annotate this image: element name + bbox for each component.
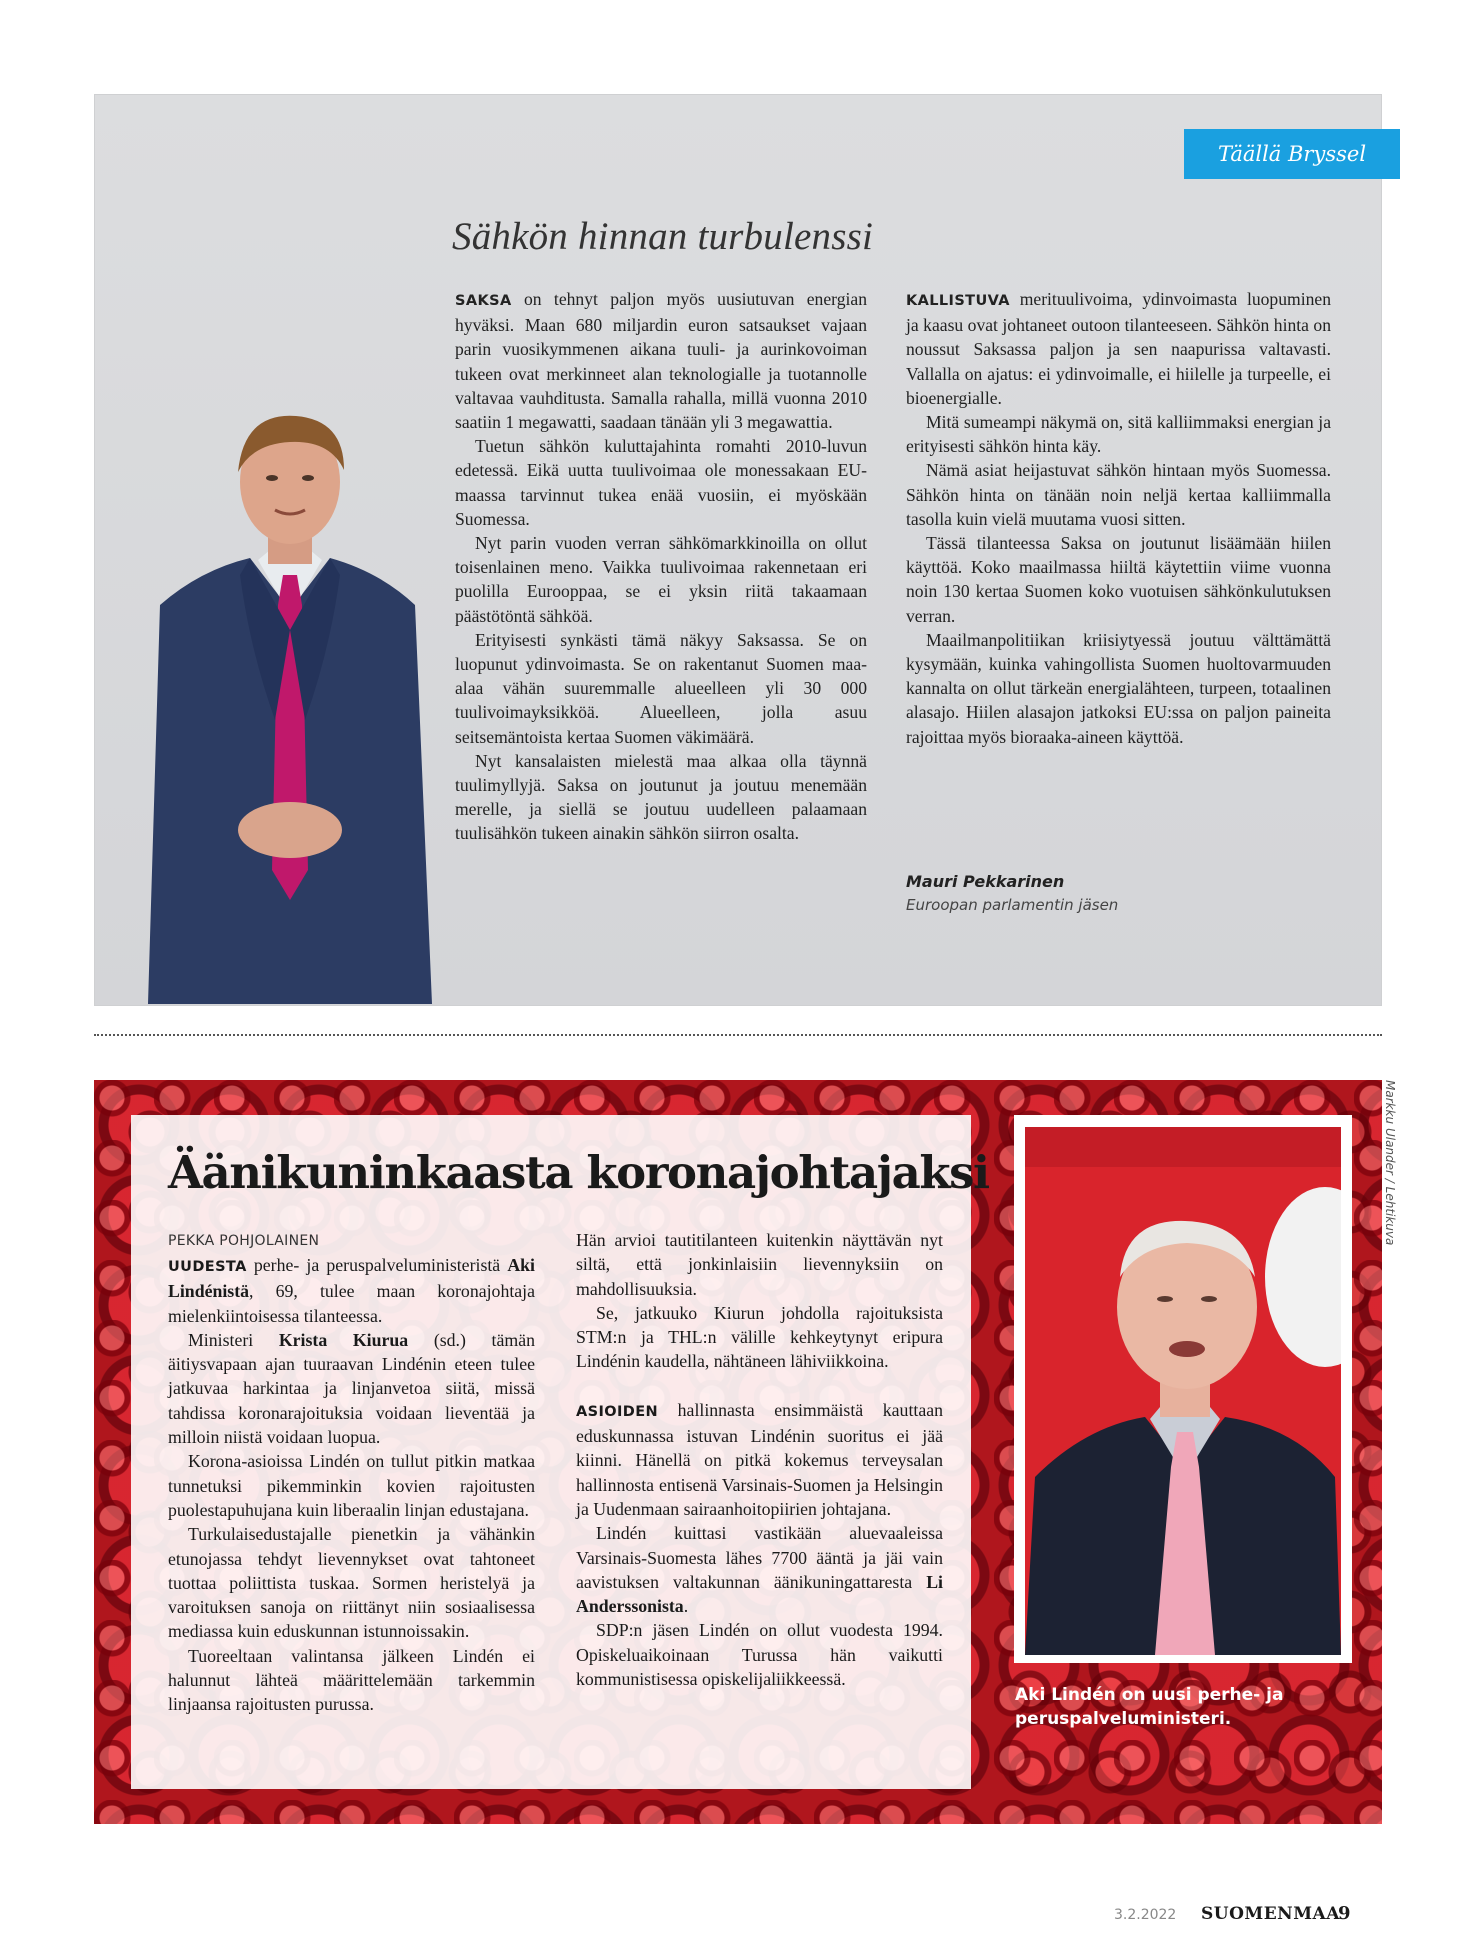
paragraph: Erityisesti synkästi tämä näkyy Saksassa. Se on luopunut ydinvoimasta. Se on rakentanut Suomen maa-alaa vähän suuremmalle alueelleen yli 30 000 tuulivoimayksikköä. Alueelleen, jolla asuu seitsemäntoista kertaa Suomen väkimäärä. bbox=[455, 629, 867, 747]
paragraph: Hän arvioi tautitilanteen kuitenkin näyttävän nyt siltä, että jonkinlaisiin lievennyksiin on mahdollisuuksia. bbox=[576, 1230, 943, 1299]
paragraph: Mitä sumeampi näkymä on, sitä kalliimmaksi energian ja erityisesti sähkön hinta käy. bbox=[906, 412, 1331, 457]
page-number: 9 bbox=[1338, 1903, 1351, 1924]
text-run: Ministeri bbox=[188, 1329, 279, 1350]
text-run: , 69, tulee maan koronajohtaja mielenkiintoisessa tilanteessa. bbox=[168, 1281, 535, 1326]
paragraph: Nyt parin vuoden verran sähkömarkkinoilla on ollut toisenlainen meno. Vaikka tuulivoimaa rakennetaan eri puolilla Eurooppaa, se ei yksin riitä takaamaan päästötöntä sähköä. bbox=[455, 533, 867, 626]
columnist-portrait bbox=[140, 400, 440, 1004]
publication-name: SUOMENMAA bbox=[1201, 1904, 1340, 1924]
section-divider bbox=[94, 1034, 1382, 1036]
paragraph: Korona-asioissa Lindén on tullut pitkin matkaa tunnetuksi pikemminkin kovien rajoitusten puolestapuhujana kuin liberaalin linjan edustajana. bbox=[168, 1451, 535, 1520]
paragraph: on tehnyt paljon myös uusiutuvan energian hyväksi. Maan 680 miljardin euron satsaukset vajaan parin vuosikymmenen aikana tuuli- ja aurinkovoiman tukeen ovat merkinneet alan teknologialle ja tuotannolle valtavaa vauhditusta. Samalla rahalla, millä vuonna 2010 saatiin 1 megawatti, saadaan tänään yli 3 megawattia. bbox=[455, 289, 867, 433]
paragraph: Tuoreeltaan valintansa jälkeen Lindén ei halunnut lähteä määrittelemään tarkemmin linjaansa rajoitusten purussa. bbox=[168, 1645, 535, 1715]
article-right-text bbox=[576, 1228, 943, 1691]
paragraph: Nämä asiat heijastuvat sähkön hintaan myös Suomessa. Sähkön hinta on tänään noin neljä kertaa kalliimmalla tasolla kuin vielä muutama vuosi sitten. bbox=[906, 460, 1331, 529]
person-name: Li Anderssonista bbox=[576, 1571, 943, 1617]
paragraph: Nyt kansalaisten mielestä maa alkaa olla täynnä tuulimyllyjä. Saksa on joutunut ja joutuu menemään merelle, ja siellä se joutuu uudelleen palaamaan tuulisähkön tukeen ainakin sähkön siirron osalta. bbox=[455, 750, 867, 844]
photo-credit: Markku Ulander / Lehtikuva bbox=[1383, 1080, 1397, 1246]
column-right-text bbox=[906, 287, 1331, 749]
author-role: Euroopan parlamentin jäsen bbox=[906, 896, 1119, 914]
lead-word: UUDESTA bbox=[168, 1259, 247, 1275]
column-left-text bbox=[455, 287, 867, 846]
issue-date: 3.2.2022 bbox=[1114, 1907, 1177, 1923]
paragraph: merituulivoima, ydinvoimasta luopuminen ja kaasu ovat johtaneet outoon tilanteeseen. Sähkön hinta on noussut Saksassa paljon ja sen naapurissa valtavasti. Vallalla on ajatus: ei ydinvoimalle, ei hiilelle ja turpeelle, ei bioenergialle. bbox=[906, 289, 1331, 408]
author-name: Mauri Pekkarinen bbox=[906, 872, 1065, 891]
paragraph: Tuetun sähkön kuluttajahinta romahti 2010-luvun edetessä. Eikä uutta tuulivoimaa ole monessakaan EU-maassa tarvinnut tukea enää vuosiin, ei myöskään Suomessa. bbox=[455, 436, 867, 529]
paragraph: SDP:n jäsen Lindén on ollut vuodesta 1994. Opiskeluaikoinaan Turussa hän vaikutti kommunistisessa opiskelijaliikkeessä. bbox=[576, 1620, 943, 1690]
text-run: Lindén kuittasi vastikään aluevaaleissa Varsinais-Suomesta lähes 7700 ääntä ja jäi vain aavistuksen valtakunnan äänikuningattaresta bbox=[576, 1523, 943, 1592]
paragraph: Se, jatkuuko Kiurun johdolla rajoituksista STM:n ja THL:n välille kehkeytynyt eripura Lindénin kaudella, nähtäneen lähiviikkoina. bbox=[576, 1302, 943, 1372]
text-run: (sd.) tämän äitiysvapaan ajan tuuraavan Lindénin eteen tulee jatkuvaa harkintaa ja linjanvetoa siitä, missä tahdissa koronarajoituksia voidaan lieventää ja milloin niistä voidaan luopua. bbox=[168, 1329, 535, 1448]
article-headline: Äänikuninkaasta koronajohtajaksi bbox=[168, 1146, 989, 1199]
text-run: perhe- ja peruspalveluministeristä bbox=[246, 1255, 508, 1275]
photo-caption: Aki Lindén on uusi perhe- ja peruspalveluministeri. bbox=[1015, 1685, 1284, 1729]
column-title: Sähkön hinnan turbulenssi bbox=[452, 215, 873, 258]
person-name: Krista Kiurua bbox=[278, 1329, 409, 1350]
lead-word: ASIOIDEN bbox=[576, 1403, 659, 1420]
section-tag: Täällä Bryssel bbox=[1184, 129, 1400, 179]
text-run: hallinnasta ensimmäistä kauttaan eduskunnassa istuvan Lindénin suoritus ei jää kiinni. Hänellä on pitkä kokemus terveysalan hallinnosta entisenä Varsinais-Suomen ja Helsingin ja Uudenmaan sairaanhoitopiirien johtajana. bbox=[576, 1399, 943, 1519]
minister-photo bbox=[1025, 1127, 1341, 1655]
lead-word: SAKSA bbox=[455, 293, 512, 309]
lead-word: KALLISTUVA bbox=[906, 293, 1010, 309]
article-left-text bbox=[168, 1253, 535, 1717]
paragraph: Maailmanpolitiikan kriisiytyessä joutuu välttämättä kysymään, kuinka vahingollista Suomen huoltovarmuuden kannalta on ollut tärkeän energialähteen, turpeen, totaalinen alasajo. Hiilen alasajon jatkoksi EU:ssa on paljon paineita rajoittaa myös bioraaka-aineen käyttöä. bbox=[906, 629, 1331, 747]
text-run: . bbox=[683, 1596, 689, 1617]
paragraph: Tässä tilanteessa Saksa on joutunut lisäämään hiilen käyttöä. Koko maailmassa hiiltä käytettiin viime vuonna noin 130 kertaa Suomen koko vuotuisen sähkönkulutuksen verran. bbox=[906, 533, 1331, 626]
person-name: Aki Lindénistä bbox=[168, 1255, 535, 1302]
article-byline: PEKKA POHJOLAINEN bbox=[168, 1233, 320, 1249]
paragraph: Turkulaisedustajalle pienetkin ja vähänkin etunojassa tehdyt lievennykset ovat tahtoneet tuottaa poliittista tuskaa. Sormen heristelyä ja varoituksen sanoja on riittänyt niin sosiaalisessa mediassa kuin eduskunnan istunnoissakin. bbox=[168, 1524, 535, 1642]
